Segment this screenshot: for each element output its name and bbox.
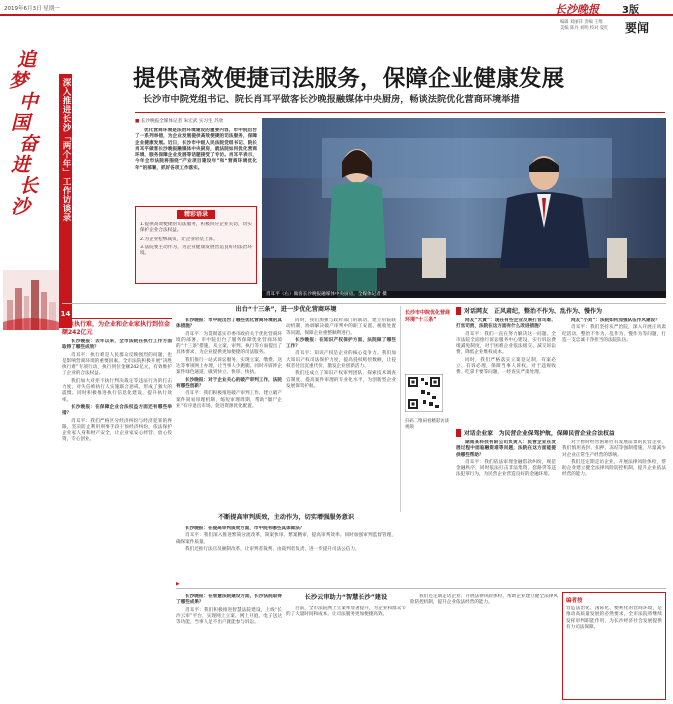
- col-b-para: 我们推行一站式诉讼服务，实现立案、缴费、送达等事项网上办理，让当事人少跑腿。同时开辟涉企案件绿色通道，做到快立、快审、快执。: [176, 357, 282, 376]
- quote-line: 3.法院要主动作为，为企业健康发展营造良好的法治环境。: [140, 244, 252, 257]
- slogan-char: 进: [11, 154, 31, 176]
- byline-text: 长沙晚报全媒体记者 朱宏武 实习生 苏欣: [140, 119, 224, 124]
- bottom-col2-body: [176, 594, 282, 702]
- bottom-col2-para: 目前，全市法院网上立案率显著提升，为企业和群众节约了大量时间和成本，让司法服务更加便捷高效。: [286, 606, 406, 618]
- col-a: [62, 318, 172, 704]
- lead-text: 优化营商环境是法治环境建设的重要内容，市中院出台了一系列举措，为企业发展提供高效便捷的司法服务，保障企业健康发展。近日，长沙市中级人民法院党组书记、院长肖耳平做客长沙晚报融媒体中央厨房，就法院如何优化营商环境、服务保障企业发展等话题接受了专访。肖耳平表示，今年全市法院将围绕“产业项目建设年”和“营商环境优化年”的部署，抓好各项工作落实。: [135, 128, 257, 171]
- bottom-col1-title: 不断提高审判质效，主动作为，切实增强服务意识: [217, 514, 355, 521]
- editor-note-box: [562, 592, 666, 700]
- col-d-box: [400, 306, 452, 512]
- bottom-col2-para: 肖耳平：我们积极推进智慧法院建设，上线“长沙云审”平台，实现网上立案、网上开庭、电子送达等功能，当事人足不出户就能参与诉讼。: [176, 607, 282, 626]
- bottom-col2-para: 长沙晚报：在智慧法院建设方面，长沙法院取得了哪些成果？: [176, 594, 282, 606]
- col-c-para: 我们还成立了知识产权审判团队，探索技术调查官制度，提高案件审理的专业化水平，为创新型企业发展保驾护航。: [286, 371, 396, 389]
- col-a-title: 决胜执行难，为企业和企业家执行到位金额242亿元: [62, 321, 171, 336]
- headline-rule: [135, 112, 665, 113]
- qr-code-icon[interactable]: [405, 374, 443, 412]
- right-top-body-2: [562, 318, 666, 424]
- slogan-char: 奋: [19, 133, 39, 155]
- quote-line: 1.提供高效便捷的司法服务，积极回应企业关切，切实保护企业合法权益。: [140, 222, 252, 234]
- bottom-col2-body-2: [286, 606, 406, 702]
- slogan-char: 国: [11, 112, 31, 134]
- slogan-char: 梦: [9, 70, 29, 92]
- skyline-illustration: [3, 270, 59, 330]
- col-a-para: 长沙晚报：去年以来，全市法院在执行工作方面取得了哪些成效？: [62, 339, 172, 351]
- continued-arrow-icon: ▶: [176, 582, 180, 587]
- editor-line-2: 美编 陈丹 刘明 校对 夏红: [560, 26, 609, 31]
- sidebar: [3, 20, 71, 318]
- col-a-title-rule: [62, 318, 172, 319]
- editor-credits: [560, 20, 620, 32]
- col-a-para: 我们加大对拒不执行判决裁定等违法行为的打击力度，对失信被执行人实施联合惩戒，形成了强大的震慑。同时积极推进执行信息化建设，提升执行效率。: [62, 378, 172, 403]
- lower-divider: [176, 588, 666, 589]
- quote-box: [135, 206, 257, 284]
- lead-paragraph: [135, 128, 257, 198]
- right-bottom-title-text: 对话企业家 为民营企业保驾护航，保障民营企业合法权益: [464, 431, 615, 437]
- masthead: [0, 0, 673, 16]
- slogan-char: 长: [19, 175, 39, 197]
- series-number: 14: [60, 310, 71, 318]
- right-bottom-body-1: [456, 440, 556, 586]
- col-b-para: 肖耳平：我们积极推进破产审判工作，建立破产案件简易审理机制，缩短审理周期，帮助“僵尸企业”有序退出市场，促进资源优化配置。: [176, 391, 282, 409]
- headline-sub: 长沙市中院党组书记、院长肖耳平做客长沙晚报融媒体中央厨房，畅谈法院优化营商环境举措: [143, 94, 520, 105]
- slogan-char: 追: [17, 49, 37, 71]
- right-top-body-1: [456, 318, 556, 424]
- right-bottom-title: [456, 428, 666, 437]
- headline-main: 提供高效便捷司法服务，保障企业健康发展: [133, 66, 565, 92]
- right-bottom-para: 湖南某科技有限公司负责人：民营企业在发展过程中面临融资难等问题，法院在这方面能提供哪些帮助？: [456, 440, 556, 458]
- bottom-col1-para: 长沙晚报：在提高审判质效方面，市中院有哪些具体做法？: [185, 526, 305, 531]
- right-top-flag: [456, 307, 461, 315]
- bottom-col2-title: 长沙云审助力“智慧长沙”建设: [304, 594, 388, 601]
- interview-photo-image: [262, 118, 666, 298]
- col-d-box-title: 长沙市中院优化营商环境“十三条”: [405, 310, 451, 323]
- col-a-body: [62, 339, 172, 704]
- col-b: [176, 306, 396, 316]
- col-b-para: 肖耳平：为贯彻落实市委市政府关于优化营商环境的部署，市中院出台了服务保障优化营商环境的“十三条”措施，从立案、审判、执行等方面提出了具体要求，为企业提供更加便捷的司法服务。: [176, 331, 282, 356]
- right-top-title: [456, 306, 666, 315]
- photo-caption: 肖耳平（右）做客长沙晚报融媒体中央厨房。全媒体记者 摄: [262, 291, 666, 298]
- col-c-body: [286, 318, 396, 510]
- bottom-right-mid-para: 我们还定期走访企业，开展法律风险体检，帮助企业建立健全法律风险防控机制，提升企业依法经营的能力。: [410, 594, 558, 606]
- quote-box-title: 精彩语录: [177, 210, 215, 219]
- sidebar-slogan: [7, 50, 47, 218]
- masthead-page-no: 3版: [622, 5, 639, 16]
- quote-line: 2.为企业松绑减负，让企业轻装上阵。: [140, 236, 218, 242]
- continued-label: [176, 582, 183, 587]
- masthead-date: 2019年6月3日 星期一: [4, 6, 60, 12]
- right-bottom-para: 肖耳平：我们依法审理金融借款纠纷，规范金融秩序，同时依法打击非法集资、套路贷等违法犯罪行为，为民营企业营造良好的金融环境。: [456, 459, 556, 478]
- col-b-para: 长沙晚报：市中院出台了哪些优化营商环境的具体措施？: [176, 318, 282, 330]
- editor-line-1: 编辑 刘丽萍 责编 王维: [560, 20, 603, 25]
- col-a-para: 肖耳平：我们严格区分经济纠纷与经济犯罪的界限，坚决防止利用刑事手段干预经济纠纷，依法保护企业家人身和财产安全，让企业家安心经营、放心投资、专心创业。: [62, 418, 172, 443]
- bottom-col1-body: [176, 526, 396, 586]
- section-divider: [62, 303, 666, 304]
- editor-note-text: 营造法治化、国际化、便利化的营商环境，是推动高质量发展的必然要求。全市法院将继续发挥审判职能作用，为长沙经济社会发展提供有力司法保障。: [566, 606, 662, 630]
- right-top-para: 同时，我们严格落实立案登记制，有案必立、有诉必理，保障当事人诉权。对于违规收费、吃拿卡要等问题，一经查实严肃处理。: [456, 357, 556, 376]
- right-top-title-text: 对话网友 正风肃纪，整治不作为、乱作为、慢作为: [464, 308, 603, 315]
- right-bottom-flag: [456, 429, 461, 437]
- right-bottom-para: 我们还定期走访企业，开展法律风险体检，帮助企业建立健全法律风险防控机制，提升企业依法经营的能力。: [562, 459, 666, 478]
- col-c-para: 长沙晚报：在知识产权保护方面，法院做了哪些工作？: [286, 337, 396, 350]
- right-top-para: 网友“大黄”：现在有些企业反映打官司难、打官司贵，法院在这方面有什么改进措施？: [456, 318, 556, 330]
- right-top-para: 肖耳平：我们一直在努力解决这一问题。全市法院全面推行诉讼服务中心建设，实行诉讼费缓减免制度，对于困难企业依法缓交、减交诉讼费，降低企业维权成本。: [456, 331, 556, 356]
- right-bottom-para: 对于暂时经营困难但有发展前景的民营企业，我们慎用查封、扣押、冻结等强制措施，尽量减少对企业正常生产经营的影响。: [562, 440, 666, 458]
- right-top-para: 肖耳平：我们坚持从严治院，深入开展正风肃纪活动，整治不作为、乱作为、慢作为等问题，打造一支忠诚干净担当的法院队伍。: [562, 325, 666, 343]
- masthead-paper: 长沙晚报: [555, 3, 599, 16]
- col-b-title: 出台“十三条”，进一步优化营商环境: [235, 306, 337, 313]
- col-a-para: 长沙晚报：在保障企业合法权益方面还有哪些举措？: [62, 404, 172, 417]
- byline: [135, 118, 257, 124]
- col-b-body-1: [176, 318, 282, 510]
- right-top-para: 网友“小刘”：法院如何加强队伍作风建设？: [571, 318, 660, 323]
- col-b-para: 长沙晚报：对于企业关心的破产审判工作，法院有哪些创新？: [176, 377, 282, 389]
- col-c-para: 肖耳平：知识产权是企业的核心竞争力。我们加大知识产权司法保护力度，提高侵权赔偿数额，让侵权者付出沉重代价，激发企业创新活力。: [286, 351, 396, 370]
- bottom-col1-para: 我们还推行法官员额制改革，让审判者裁判、由裁判者负责，进一步提升司法公信力。: [185, 546, 360, 552]
- right-top: [456, 306, 666, 318]
- interview-photo: [262, 118, 666, 298]
- bottom-col1-para: 肖耳平：我们深入推进繁简分流改革，简案快审、繁案精审，提高审判效率。同时加强审判监督管理，确保案件质量。: [176, 533, 396, 545]
- qr-note: 扫码二维码看精彩访谈视频: [405, 419, 449, 430]
- bottom-right-mid-body: [410, 594, 558, 702]
- right-bottom-body-2: [562, 440, 666, 586]
- series-title: 深入推进长沙「两个年」工作访谈录: [61, 78, 71, 222]
- section-label: 要闻: [625, 21, 650, 35]
- col-a-para: 肖耳平：执行难是人民群众反映强烈的问题，也是影响营商环境的重要因素。全市法院积极开展“决胜执行难”专项行动，执行到位金额242亿元，有效维护了企业的合法权益。: [62, 352, 172, 377]
- slogan-char: 沙: [11, 196, 31, 218]
- byline-bullet-icon: ■: [135, 119, 141, 124]
- col-c-para: 同时，我们加强与政府部门的联动，建立府院联动机制，协调解决破产审判中的职工安置、税收处置等问题，保障企业重整顺利进行。: [286, 318, 396, 336]
- editor-note-title: 编者按: [566, 598, 583, 604]
- slogan-char: 中: [19, 91, 39, 113]
